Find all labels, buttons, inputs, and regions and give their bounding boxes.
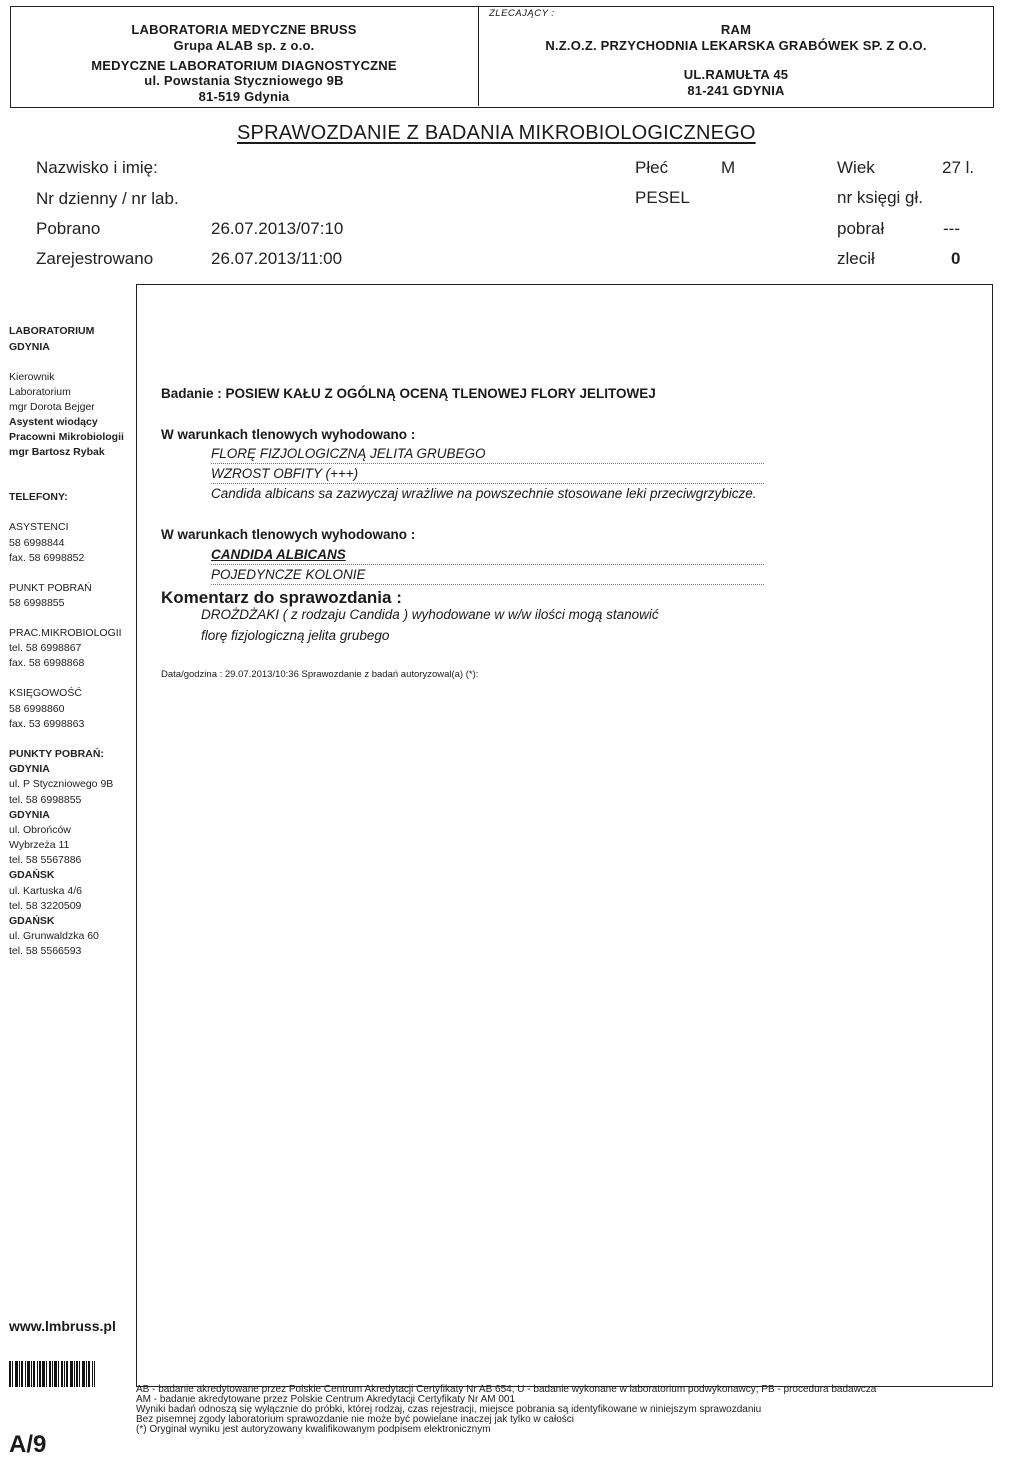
sidebar-p1-tel: tel. 58 6998855 [9,794,82,806]
sidebar-assistant-3: mgr Bartosz Rybak [9,446,105,458]
lab-city: 81-519 Gdynia [198,89,290,104]
result-1-growth: WZROST OBFITY (+++) [211,466,359,481]
comment-line-2: florę fizjologiczną jelita grubego [201,628,390,643]
collector-label: pobrał [837,219,885,238]
sidebar-p2-street-1: ul. Obrońców [9,824,71,836]
result-1-heading: W warunkach tlenowych wyhodowano : [161,427,416,442]
sidebar-asyst-fax: fax. 58 6998852 [9,552,85,564]
result-2-separator-2 [211,584,764,585]
result-2-organism: CANDIDA ALBICANS [211,547,346,562]
client-code: RAM [720,22,752,37]
sidebar-p2-street-2: Wybrzeża 11 [9,839,70,851]
comment-line-1: DROŻDŻAKI ( z rodzaju Candida ) wyhodowane w w/w ilości mogą stanowić [201,607,659,622]
sidebar-p3-city: GDAŃSK [9,869,55,881]
sidebar-ks-fax: fax. 53 6998863 [9,718,85,730]
sidebar-asyst-title: ASYSTENCI [9,521,69,533]
website-link[interactable]: www.lmbruss.pl [9,1318,116,1334]
sex-value: M [721,158,736,177]
book-number-label: nr księgi gł. [837,188,923,207]
sidebar-p3-tel: tel. 58 3220509 [9,900,82,912]
sidebar-pm-fax: fax. 58 6998868 [9,657,85,669]
sidebar-manager-2: Laboratorium [9,386,71,398]
sidebar-manager-1: Kierownik [9,371,55,383]
sidebar-p4-city: GDAŃSK [9,915,55,927]
lab-street: ul. Powstania Styczniowego 9B [144,73,344,88]
client-city: 81-241 GDYNIA [687,83,785,98]
sidebar-assistant-1: Asystent wiodący [9,416,98,428]
footer-line-5: (*) Oryginał wyniku jest autoryzowany kwalifikowanym podpisem elektronicznym [136,1424,491,1435]
sidebar-p1-city: GDYNIA [9,763,50,775]
sidebar-phones-title: TELEFONY: [9,491,68,503]
client-street: UL.RAMUŁTA 45 [683,67,789,82]
sidebar-p3-street: ul. Kartuska 4/6 [9,885,82,897]
ordered-by-label: zlecił [837,249,875,268]
sidebar-lab-title-1: LABORATORIUM [9,325,95,337]
lab-group: Grupa ALAB sp. z o.o. [173,38,315,53]
patient-name-label: Nazwisko i imię: [36,158,158,177]
sidebar-assistant-2: Pracowni Mikrobiologii [9,431,124,443]
daily-number-label: Nr dzienny / nr lab. [36,189,179,208]
lab-name: LABORATORIA MEDYCZNE BRUSS [131,22,357,37]
result-2-growth: POJEDYNCZE KOLONIE [211,567,366,582]
comment-heading: Komentarz do sprawozdania : [161,588,402,607]
collected-label: Pobrano [36,219,101,238]
age-label: Wiek [837,158,875,177]
collector-value: --- [943,219,960,238]
client-name: N.Z.O.Z. PRZYCHODNIA LEKARSKA GRABÓWEK SP. Z O.O. [545,38,927,53]
sidebar-lab-title-2: GDYNIA [9,341,50,353]
ordered-by-value: 0 [951,249,961,268]
sidebar-p1-street: ul. P Styczniowego 9B [9,778,114,790]
sidebar-p4-street: ul. Grunwaldzka 60 [9,930,99,942]
registered-value: 26.07.2013/11:00 [211,249,343,268]
sidebar-pm-tel: tel. 58 6998867 [9,642,82,654]
sidebar-points-title: PUNKTY POBRAŃ: [9,748,104,760]
test-name: Badanie : POSIEW KAŁU Z OGÓLNĄ OCENĄ TLENOWEJ FLORY JELITOWEJ [161,386,656,401]
sidebar-ks-title: KSIĘGOWOŚĆ [9,687,82,699]
sidebar-manager-3: mgr Dorota Bejger [9,401,95,413]
collected-value: 26.07.2013/07:10 [211,219,344,238]
sidebar-pm-title: PRAC.MIKROBIOLOGII [9,627,122,639]
result-1-note: Candida albicans sa zazwyczaj wrażliwe na powszechnie stosowane leki przeciwgrzybicze. [211,486,757,501]
authorization-line: Data/godzina : 29.07.2013/10:36 Sprawozdanie z badań autoryzowal(a) (*): [161,669,479,680]
footer-line-2: AM - badanie akredytowane przez Polskie Centrum Akredytacji Certyfikaty Nr AM 001 [136,1394,516,1405]
footer-line-3: Wyniki badań odnoszą się wyłącznie do próbki, której rodzaj, czas rejestracji, miejsce pobrania są identyfikowane w niniejszym sprawozdaniu [136,1404,762,1415]
sidebar-pp-tel: 58 6998855 [9,597,65,609]
document-code: A/9 [9,1431,47,1458]
footer-line-4: Bez pisemnej zgody laboratorium sprawozdanie nie może być powielane inaczej jak tylko w całości [136,1414,574,1425]
sidebar-ks-tel: 58 6998860 [9,703,65,715]
sidebar-asyst-tel: 58 6998844 [9,537,65,549]
client-label: ZLECAJĄCY : [489,8,555,19]
result-2-separator [211,564,764,565]
sidebar-p2-tel: tel. 58 5567886 [9,854,82,866]
report-title: SPRAWOZDANIE Z BADANIA MIKROBIOLOGICZNEGO [237,122,756,144]
result-1-separator [211,463,764,464]
result-2-heading: W warunkach tlenowych wyhodowano : [161,527,416,542]
result-1-separator-2 [211,483,764,484]
footer-line-1: AB - badanie akredytowane przez Polskie Centrum Akredytacji Certyfikaty Nr AB 654, U - badanie wykonane w laboratorium podwykonawcy; PB - procedura badawcza [136,1384,877,1395]
barcode-icon [9,1361,95,1387]
sidebar-p2-city: GDYNIA [9,809,50,821]
sidebar-pp-title: PUNKT POBRAŃ [9,582,92,594]
lab-unit: MEDYCZNE LABORATORIUM DIAGNOSTYCZNE [91,58,397,73]
result-1-organism: FLORĘ FIZJOLOGICZNĄ JELITA GRUBEGO [211,446,486,461]
sex-label: Płeć [635,158,669,177]
pesel-label: PESEL [635,188,690,207]
age-value: 27 l. [942,158,975,177]
sidebar-p4-tel: tel. 58 5566593 [9,945,82,957]
registered-label: Zarejestrowano [36,249,154,268]
